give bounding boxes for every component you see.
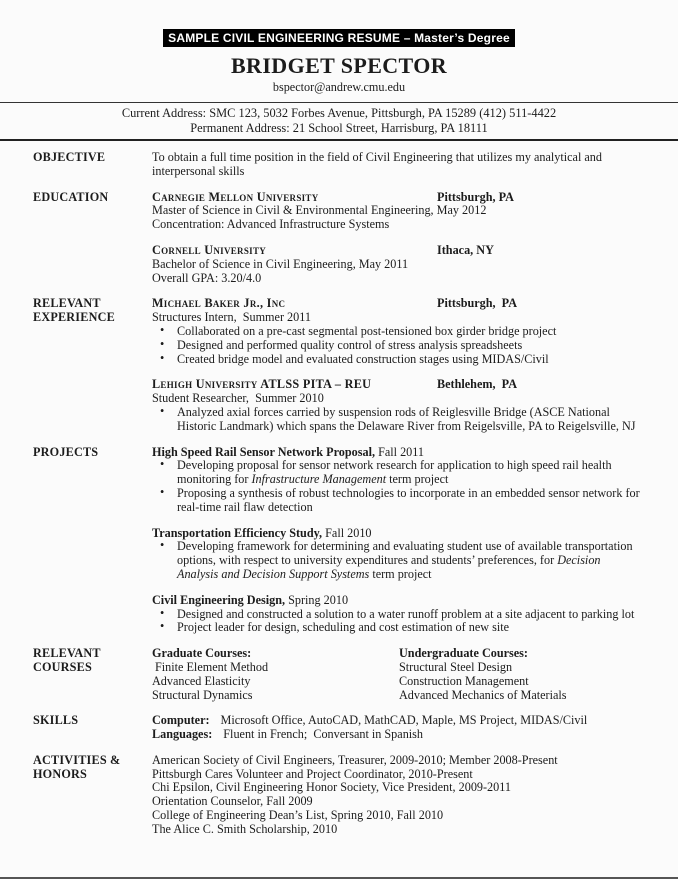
bullet-icon: •	[160, 403, 165, 418]
bullet-text	[177, 458, 612, 486]
bullet-item	[152, 459, 642, 487]
permanent-address: Permanent Address: 21 School Street, Harrisburg, PA 18111	[190, 120, 488, 135]
project-title: High Speed Rail Sensor Network Proposal,	[152, 444, 376, 459]
resume-header	[0, 0, 678, 95]
bullet-item	[152, 484, 642, 515]
bullet-text: Analyzed axial forces carried by suspension rods of Reiglesville Bridge (ASCE National Historic Landmark) which spans the Delaware River from Reigelsville, PA to Reigelsville, NJ	[177, 404, 636, 433]
project-header	[152, 594, 642, 608]
employer-header	[152, 297, 642, 311]
section-activities	[33, 754, 642, 837]
project-header	[152, 446, 642, 460]
courses-content	[152, 647, 642, 702]
section-education	[33, 191, 642, 286]
education-content	[152, 191, 642, 286]
bullet-item	[152, 540, 642, 581]
bullet-text: Project leader for design, scheduling and cost estimation of new site	[177, 620, 510, 635]
skill-row	[152, 714, 642, 728]
project-date: Spring 2010	[288, 592, 349, 607]
objective-text: To obtain a full time position in the field of Civil Engineering that utilizes my analytical and interpersonal skills	[152, 150, 602, 178]
project-entry	[152, 594, 642, 635]
section-projects	[33, 446, 642, 636]
school-entry	[152, 244, 642, 285]
activity-item: College of Engineering Dean’s List, Spring 2010, Fall 2010	[152, 808, 444, 823]
school-name: Cornell University	[152, 242, 267, 257]
course-item: Advanced Mechanics of Materials	[399, 687, 567, 702]
course-item: Structural Steel Design	[399, 659, 513, 674]
job-title: Student Researcher, Summer 2010	[152, 391, 324, 406]
activity-item: Orientation Counselor, Fall 2009	[152, 794, 313, 809]
bullet-item	[152, 403, 642, 434]
bullet-text-plain: term project	[386, 472, 449, 487]
section-skills	[33, 714, 642, 742]
project-date: Fall 2010	[325, 525, 372, 540]
school-location: Pittsburgh, PA	[437, 189, 514, 204]
employer-header	[152, 378, 642, 392]
project-title: Transportation Efficiency Study,	[152, 525, 323, 540]
section-objective	[33, 151, 642, 179]
current-address: Current Address: SMC 123, 5032 Forbes Avenue, Pittsburgh, PA 15289 (412) 511-4422	[121, 106, 557, 120]
bullet-text: Collaborated on a pre-cast segmental post-tensioned box girder bridge project	[177, 323, 557, 338]
email-text: bspector@andrew.cmu.edu	[272, 80, 406, 94]
skill-category: Languages:	[152, 727, 213, 742]
bullet-icon: •	[160, 484, 165, 499]
project-date: Fall 2011	[378, 444, 424, 459]
bullet-text-plain: Developing framework for determining and evaluating student use of available transportation options, with respect to university expenditures and students’ preferences, for	[177, 539, 633, 568]
activity-item: Pittsburgh Cares Volunteer and Project Coordinator, 2010-Present	[152, 766, 473, 781]
activities-content	[152, 754, 642, 837]
experience-content	[152, 297, 642, 433]
school-header	[152, 244, 642, 258]
bullet-item	[152, 605, 642, 622]
bullet-item	[152, 336, 642, 353]
address-block	[0, 103, 678, 139]
course-item: Advanced Elasticity	[152, 673, 251, 688]
skill-row	[152, 728, 642, 742]
activity-item: American Society of Civil Engineers, Treasurer, 2009-2010; Member 2008-Present	[152, 752, 558, 767]
section-label-skills: SKILLS	[33, 713, 79, 728]
gpa-line: Overall GPA: 3.20/4.0	[152, 270, 262, 285]
school-location: Ithaca, NY	[437, 242, 494, 257]
employer-name: Michael Baker Jr., Inc	[152, 296, 286, 311]
graduate-courses-heading: Graduate Courses:	[152, 646, 252, 661]
project-entry	[152, 527, 642, 582]
bullet-icon: •	[160, 619, 165, 634]
school-header	[152, 191, 642, 205]
undergraduate-courses-heading: Undergraduate Courses:	[399, 646, 528, 661]
course-item: Finite Element Method	[155, 659, 269, 674]
bullet-item	[152, 350, 642, 367]
skill-value: Fluent in French; Conversant in Spanish	[223, 727, 424, 742]
skills-content	[152, 714, 642, 742]
degree-line: Bachelor of Science in Civil Engineering, May 2011	[152, 256, 409, 271]
section-experience	[33, 297, 642, 433]
bullet-icon: •	[160, 336, 165, 351]
concentration-line: Concentration: Advanced Infrastructure Systems	[152, 217, 390, 232]
school-entry	[152, 191, 642, 232]
section-label-experience: RELEVANT EXPERIENCE	[33, 296, 115, 325]
employer-location: Bethlehem, PA	[437, 377, 517, 392]
bullet-text: Created bridge model and evaluated construction stages using MIDAS/Civil	[177, 351, 549, 366]
course-item: Construction Management	[399, 673, 529, 688]
section-label-courses: RELEVANT COURSES	[33, 646, 101, 674]
project-title: Civil Engineering Design,	[152, 592, 286, 607]
page-title: BRIDGET SPECTOR	[230, 53, 448, 78]
bullet-icon: •	[160, 350, 165, 365]
section-courses	[33, 647, 642, 702]
degree-line: Master of Science in Civil & Environmental Engineering, May 2012	[152, 203, 487, 218]
bullet-icon: •	[160, 605, 165, 620]
graduate-courses-column	[152, 647, 399, 702]
employer-location: Pittsburgh, PA	[437, 296, 518, 311]
resume-body	[0, 141, 678, 837]
bullet-text: Designed and constructed a solution to a water runoff problem at a site adjacent to parking lot	[177, 606, 635, 621]
employer-name: Lehigh University ATLSS PITA – REU	[152, 377, 372, 392]
bullet-icon: •	[160, 538, 165, 553]
skill-category: Computer:	[152, 713, 210, 728]
bullet-text-plain: term project	[369, 566, 432, 581]
section-label-projects: PROJECTS	[33, 444, 99, 459]
project-entry	[152, 446, 642, 515]
activity-item: Chi Epsilon, Civil Engineering Honor Society, Vice President, 2009-2011	[152, 780, 511, 795]
bullet-text-italic: Decision Analysis and Decision Support Systems	[177, 553, 601, 581]
bullet-icon: •	[160, 322, 165, 337]
section-label-activities: ACTIVITIES & HONORS	[33, 752, 121, 781]
skill-value: Microsoft Office, AutoCAD, MathCAD, Maple, MS Project, MIDAS/Civil	[220, 713, 588, 728]
sample-banner: SAMPLE CIVIL ENGINEERING RESUME – Master’s Degree	[163, 29, 515, 47]
project-header	[152, 527, 642, 541]
experience-entry	[152, 297, 642, 366]
bullet-text: Proposing a synthesis of robust technologies to incorporate in an embedded sensor network for real-time rail flaw detection	[177, 485, 640, 514]
job-title: Structures Intern, Summer 2011	[152, 310, 311, 325]
section-label-objective: OBJECTIVE	[33, 150, 106, 164]
experience-entry	[152, 378, 642, 433]
bullet-text	[177, 539, 633, 581]
bullet-text: Designed and performed quality control of stress analysis spreadsheets	[177, 337, 523, 352]
school-name: Carnegie Mellon University	[152, 189, 319, 204]
undergraduate-courses-column	[399, 647, 642, 702]
activity-item: The Alice C. Smith Scholarship, 2010	[152, 821, 338, 836]
section-label-education: EDUCATION	[33, 189, 109, 204]
bullet-icon: •	[160, 457, 165, 472]
course-item: Structural Dynamics	[152, 687, 253, 702]
bullet-text-italic: Infrastructure Management	[251, 472, 387, 487]
courses-columns	[152, 647, 642, 702]
projects-content	[152, 446, 642, 636]
bullet-text-plain: Developing proposal for sensor network research for application to high speed rail health monitoring for	[177, 458, 612, 487]
bullet-item	[152, 322, 642, 339]
bullet-item	[152, 621, 642, 635]
